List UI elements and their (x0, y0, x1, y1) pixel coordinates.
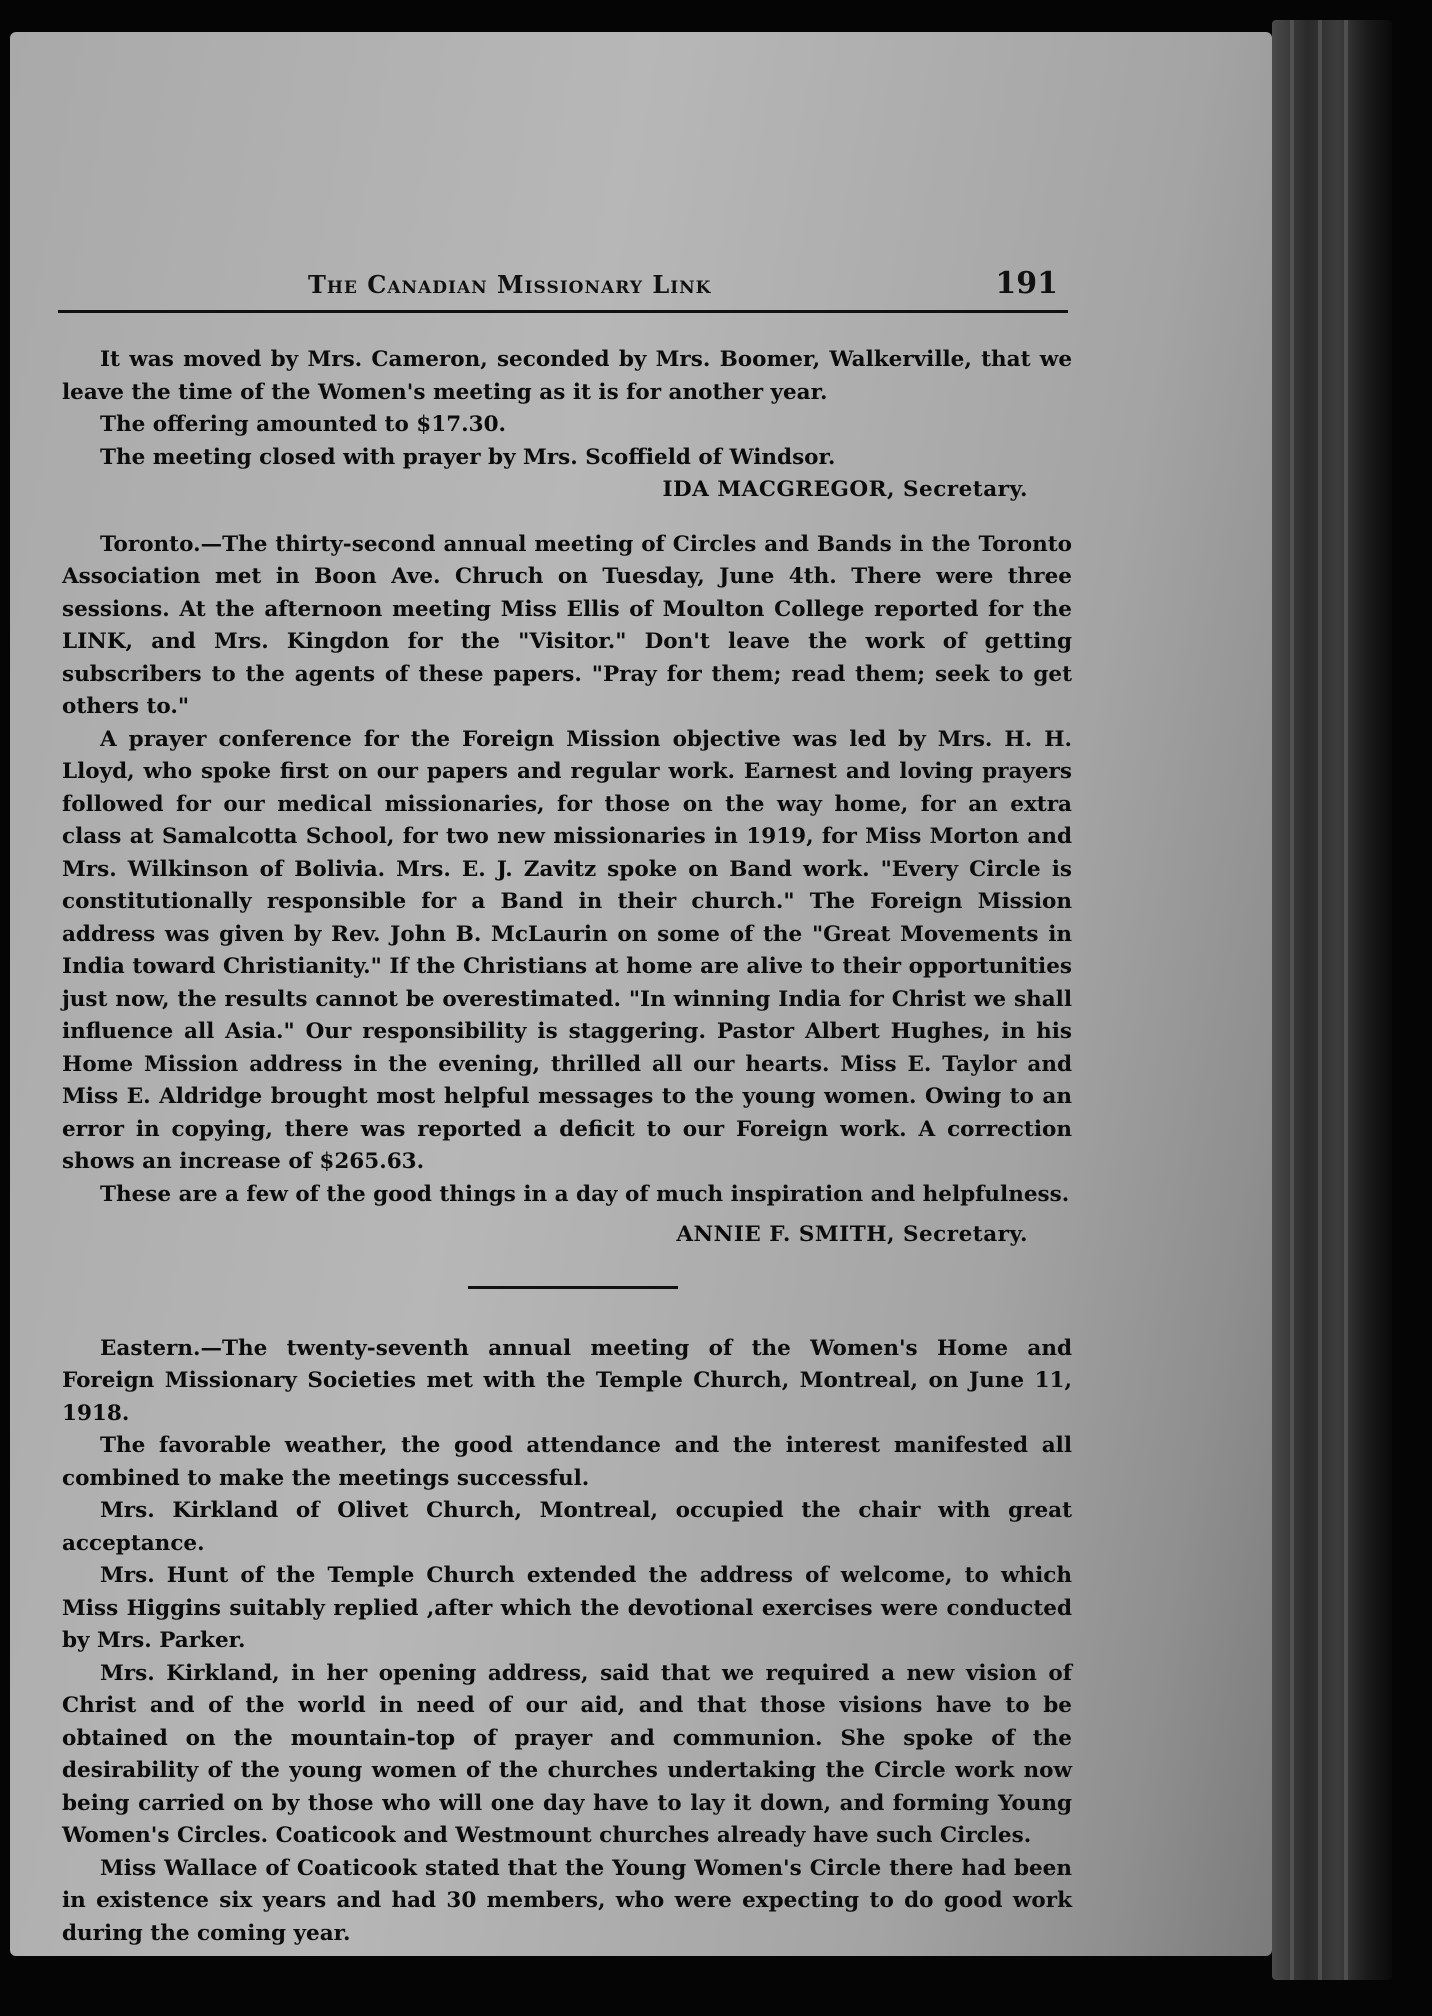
section-lead: —The thirty-second annual meeting of Circles and Bands in the Toronto Association met in Boon Ave. Chruch on Tuesday, June 4th. There were three sessions. At the afternoon meeting Miss Ellis of Moulton College reported for the LINK, and Mrs. Kingdon for the "Visitor." Don't leave the work of getting subscribers to the agents of these papers. "Pray for them; read them; seek to get others to." (62, 531, 1072, 719)
page-body (62, 344, 1072, 1950)
paragraph: It was moved by Mrs. Cameron, seconded by Mrs. Boomer, Walkerville, that we leave the time of the Women's meeting as it is for another year. (62, 347, 1072, 405)
paragraph: Miss Wallace of Coaticook stated that the Young Women's Circle there had been in existence six years and had 30 members, who were expecting to do good work during the coming year. (62, 1855, 1072, 1946)
signature: IDA MACGREGOR, Secretary. (662, 477, 1028, 502)
book-page (10, 32, 1272, 1956)
section-divider (468, 1286, 678, 1289)
paragraph: These are a few of the good things in a day of much inspiration and helpfulness. (100, 1181, 1070, 1207)
signature: ANNIE F. SMITH, Secretary. (676, 1222, 1028, 1247)
paragraph: Mrs. Kirkland, in her opening address, said that we required a new vision of Christ and of the world in need of our aid, and that those visions have to be obtained on the mountain-top of prayer and communion. She spoke of the desirability of the young women of the churches undertaking the Circle work now being carried on by those who will one day have to lay it down, and forming Young Women's Circles. Coaticook and Westmount churches already have such Circles. (62, 1660, 1072, 1848)
paragraph: The offering amounted to $17.30. (100, 412, 507, 437)
section-eastern (62, 1333, 1072, 1431)
paragraph: Mrs. Kirkland of Olivet Church, Montreal, occupied the chair with great acceptance. (62, 1498, 1072, 1556)
running-title: The Canadian Missionary Link (308, 270, 712, 299)
paragraph: A prayer conference for the Foreign Mission objective was led by Mrs. H. H. Lloyd, who spoke first on our papers and regular work. Earnest and loving prayers followed for our medical missionaries, for those on the way home, for an extra class at Samalcotta School, for two new missionaries in 1919, for Miss Morton and Mrs. Wilkinson of Bolivia. Mrs. E. J. Zavitz spoke on Band work. "Every Circle is constitutionally responsible for a Band in their church." The Foreign Mission address was given by Rev. John B. McLaurin on some of the "Great Movements in India toward Christianity." If the Christians at home are alive to their opportunities just now, the results cannot be overestimated. "In winning India for Christ we shall influence all Asia." Our responsibility is staggering. Pastor Albert Hughes, in his Home Mission address in the evening, thrilled all our hearts. Miss E. Taylor and Miss E. Aldridge brought most helpful messages to the young women. Owing to an error in copying, there was reported a deficit to our Foreign work. A correction shows an increase of $265.63. (62, 726, 1072, 1174)
section-heading: Eastern. (100, 1335, 201, 1361)
book-spine (1272, 20, 1392, 1980)
section-lead: —The twenty-seventh annual meeting of the Women's Home and Foreign Missionary Societies met with the Temple Church, Montreal, on June 11, 1918. (62, 1335, 1072, 1426)
page-header (58, 264, 1068, 313)
section-heading: Toronto. (100, 531, 201, 557)
page-number: 191 (995, 266, 1058, 301)
paragraph: The favorable weather, the good attendance and the interest manifested all combined to make the meetings successful. (62, 1433, 1072, 1491)
paragraph: Mrs. Hunt of the Temple Church extended the address of welcome, to which Miss Higgins suitably replied ,after which the devotional exercises were conducted by Mrs. Parker. (62, 1563, 1072, 1653)
section-toronto (62, 529, 1072, 724)
paragraph: The meeting closed with prayer by Mrs. Scoffield of Windsor. (100, 444, 836, 470)
